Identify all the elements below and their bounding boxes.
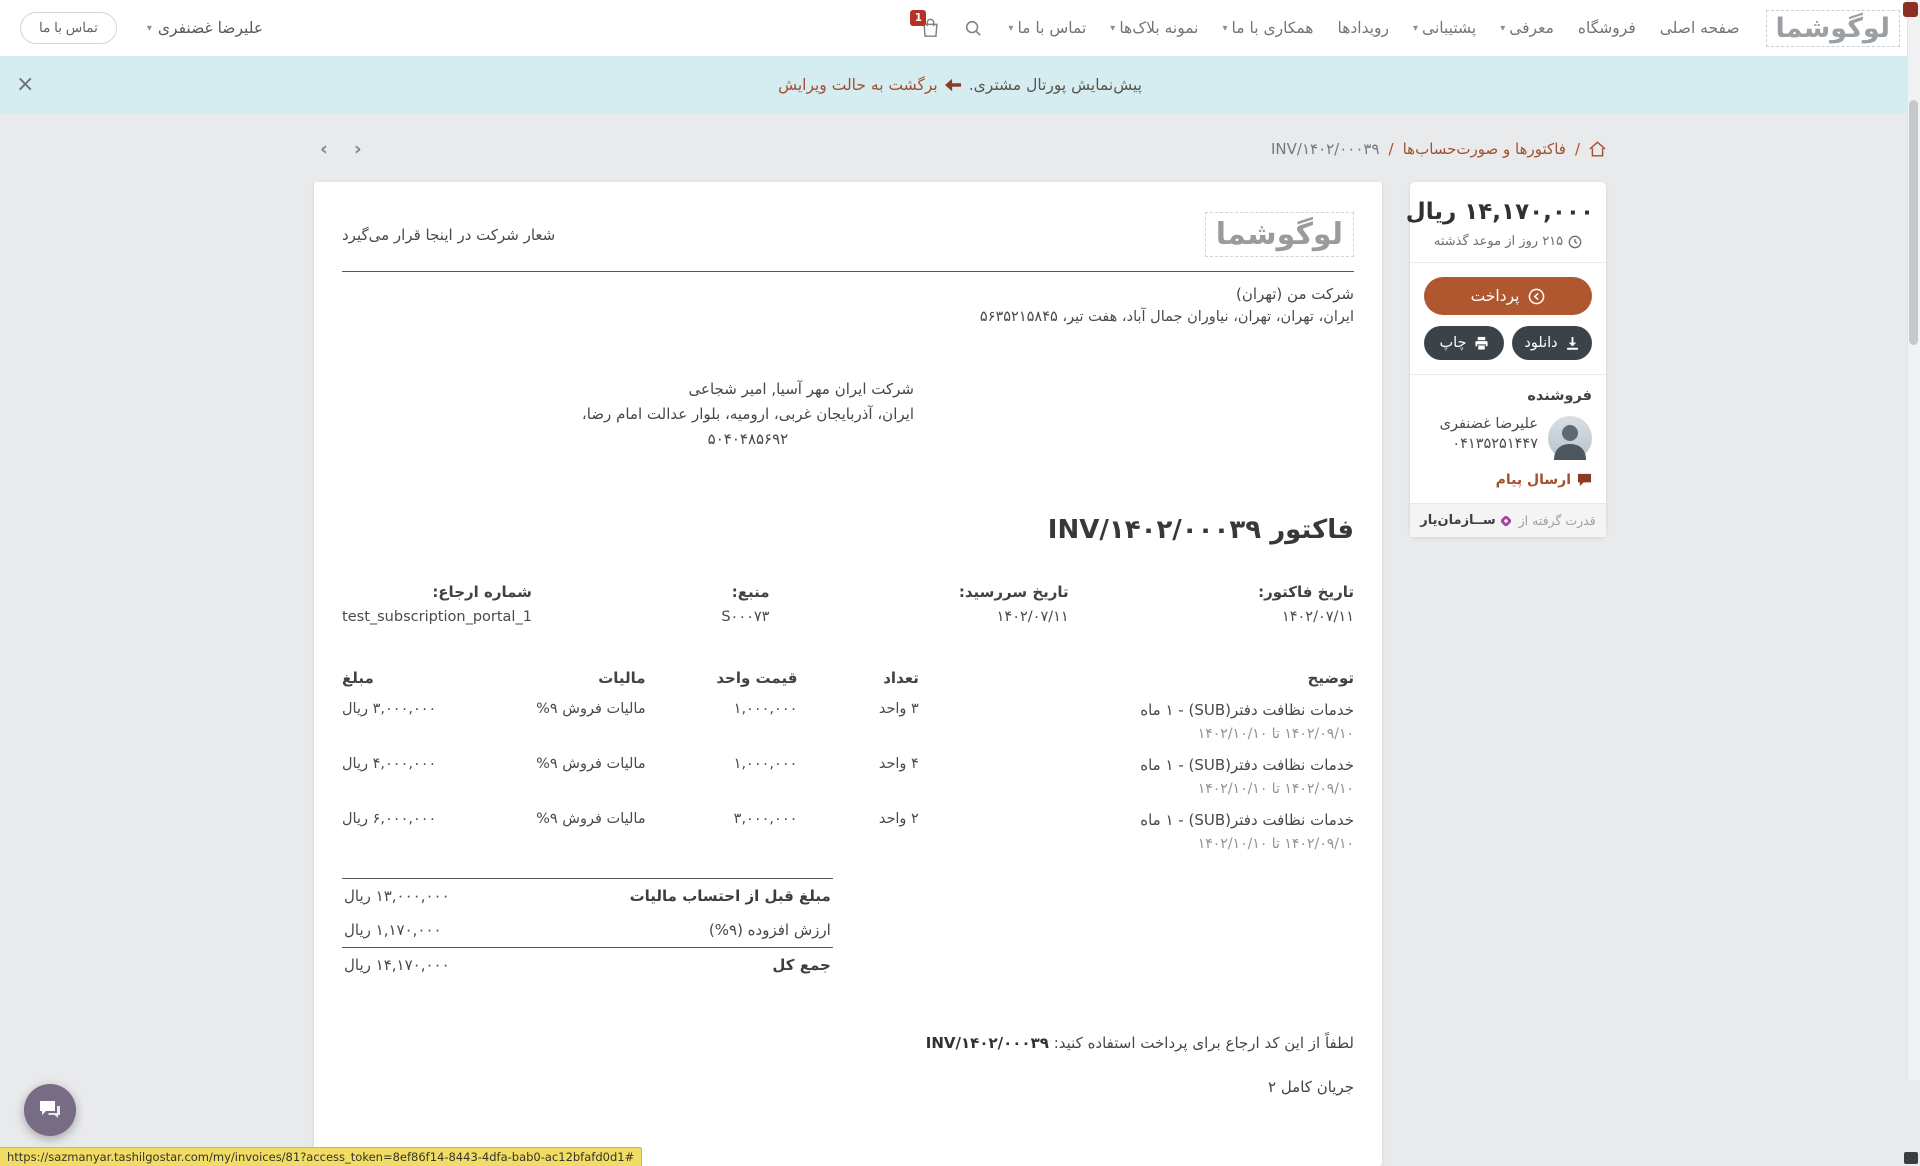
line-period: ۱۴۰۲/۰۹/۱۰ تا ۱۴۰۲/۱۰/۱۰ — [1197, 781, 1354, 798]
breadcrumb-separator: / — [1574, 140, 1580, 158]
line-tax: مالیات فروش ۹% — [536, 701, 646, 718]
powered-by — [1410, 503, 1606, 537]
line-unit-price: ۱,۰۰۰,۰۰۰ — [733, 756, 798, 773]
browser-status-url: https://sazmanyar.tashilgostar.com/my/invoices/81?access_token=8ef86f14-8443-4dfa-bab0-ac12bfafd0d1# — [0, 1147, 642, 1166]
meta-invoice-date: تاریخ فاکتور: ۱۴۰۲/۰۷/۱۱ — [1258, 583, 1354, 626]
seller-avatar — [1548, 416, 1592, 460]
download-button[interactable]: دانلود — [1512, 326, 1592, 360]
col-unit-price: قیمت واحد — [716, 669, 798, 688]
line-amount: ۶,۰۰۰,۰۰۰ ریال — [342, 811, 437, 828]
caret-down-icon: ▾ — [1008, 22, 1014, 34]
line-description: خدمات نظافت دفتر(SUB) - ۱ ماه — [1140, 756, 1354, 775]
next-record-button[interactable]: › — [353, 138, 362, 160]
caret-down-icon: ▾ — [1222, 22, 1228, 34]
user-menu[interactable] — [147, 19, 263, 37]
meta-due-date: تاریخ سررسید: ۱۴۰۲/۰۷/۱۱ — [958, 583, 1069, 626]
seller-section — [1410, 374, 1606, 503]
totals-section — [342, 878, 833, 982]
contact-us-button[interactable]: تماس با ما — [20, 12, 117, 44]
header-divider — [342, 271, 1354, 272]
vat-row: ارزش افزوده (۹%) ۱,۱۷۰,۰۰۰ ریال — [344, 921, 831, 940]
table-row — [342, 756, 1354, 811]
company-logo: لوگوشما — [1205, 212, 1354, 257]
caret-down-icon: ▾ — [1413, 22, 1419, 34]
chat-icon — [38, 1099, 62, 1121]
prev-record-button[interactable]: ‹ — [320, 138, 328, 160]
line-amount: ۴,۰۰۰,۰۰۰ ریال — [342, 756, 437, 773]
customer-address: ایران، آذربایجان غربی، ارومیه، بلوار عدالت امام رضا، — [581, 404, 914, 423]
site-logo[interactable]: لوگوشما — [1766, 10, 1901, 47]
nav-item-contact[interactable]: تماس با ما ▾ — [1008, 19, 1087, 37]
banner-message: پیش‌نمایش پورتال مشتری. — [968, 76, 1142, 94]
sazmanyar-logo-icon — [1499, 514, 1513, 528]
caret-down-icon: ▾ — [1110, 22, 1116, 34]
invoice-title: فاکتور INV/۱۴۰۲/۰۰۰۳۹ — [1047, 515, 1354, 546]
nav-item-shop[interactable]: فروشگاه — [1577, 19, 1636, 37]
breadcrumb-separator: / — [1388, 140, 1394, 158]
amount-due-section — [1405, 182, 1606, 262]
line-quantity: ۲ واحد — [878, 811, 919, 828]
company-slogan: شعار شرکت در اینجا قرار می‌گیرد — [342, 225, 556, 244]
person-silhouette-icon — [1548, 416, 1592, 460]
amount-due: ۱۴,۱۷۰,۰۰۰ ریال — [1405, 199, 1594, 225]
invoice-lines-table — [342, 669, 1354, 866]
breadcrumb — [1271, 140, 1606, 158]
debug-corner-toggle[interactable] — [1903, 2, 1918, 17]
corner-widget[interactable] — [1904, 1152, 1918, 1164]
line-quantity: ۴ واحد — [878, 756, 919, 773]
col-tax: مالیات — [598, 669, 646, 688]
customer-name: شرکت ایران مهر آسیا, امیر شجاعی — [688, 380, 914, 398]
overdue-status: ۲۱۵ روز از موعد گذشته — [1422, 234, 1594, 249]
print-button[interactable]: چاپ — [1424, 326, 1504, 360]
back-to-edit-link[interactable]: برگشت به حالت ویرایش — [778, 76, 961, 94]
table-row — [342, 701, 1354, 756]
breadcrumb-invoices-link[interactable]: فاکتورها و صورت‌حساب‌ها — [1402, 140, 1566, 158]
company-name: شرکت من (تهران) — [1236, 285, 1354, 303]
line-description: خدمات نظافت دفتر(SUB) - ۱ ماه — [1140, 811, 1354, 830]
top-navbar — [0, 0, 1920, 56]
caret-down-icon: ▾ — [1500, 22, 1506, 34]
home-icon[interactable] — [1589, 141, 1606, 157]
chat-bubble-icon — [1577, 473, 1592, 487]
seller-header: فروشنده — [1527, 388, 1592, 404]
printer-icon — [1474, 336, 1489, 351]
line-amount: ۳,۰۰۰,۰۰۰ ریال — [342, 701, 437, 718]
meta-reference: شماره ارجاع: test_subscription_portal_1 — [342, 583, 532, 626]
scrollbar-track[interactable] — [1907, 0, 1920, 1080]
line-period: ۱۴۰۲/۰۹/۱۰ تا ۱۴۰۲/۱۰/۱۰ — [1197, 726, 1354, 743]
breadcrumb-bar — [314, 130, 1606, 168]
user-name: علیرضا غضنفری — [157, 19, 264, 37]
table-header-row — [342, 669, 1354, 701]
invoice-header — [342, 212, 1354, 257]
nav-item-support[interactable]: پشتیبانی ▾ — [1413, 19, 1477, 37]
pay-button[interactable]: پرداخت — [1424, 277, 1592, 315]
line-unit-price: ۳,۰۰۰,۰۰۰ — [733, 811, 798, 828]
invoice-document — [314, 182, 1382, 1166]
payment-reference-note: لطفاً از این کد ارجاع برای پرداخت استفاده کنید: INV/۱۴۰۲/۰۰۰۳۹ — [925, 1034, 1354, 1053]
invoice-sidebar — [1405, 182, 1606, 537]
shopping-bag-icon[interactable] — [914, 12, 940, 38]
customer-block — [582, 377, 914, 451]
meta-source: منبع: S۰۰۰۷۳ — [721, 583, 770, 626]
page-background — [0, 114, 1920, 1166]
line-description: خدمات نظافت دفتر(SUB) - ۱ ماه — [1140, 701, 1354, 720]
line-unit-price: ۱,۰۰۰,۰۰۰ — [733, 701, 798, 718]
arrow-left-circle-icon — [1528, 288, 1545, 305]
line-period: ۱۴۰۲/۰۹/۱۰ تا ۱۴۰۲/۱۰/۱۰ — [1197, 836, 1354, 853]
invoice-meta — [342, 583, 1354, 625]
line-quantity: ۳ واحد — [878, 701, 919, 718]
arrow-left-icon — [945, 78, 961, 92]
untaxed-amount-row: مبلغ قبل از احتساب مالیات ۱۳,۰۰۰,۰۰۰ ریال — [342, 878, 833, 913]
powered-by-text: قدرت گرفته از — [1518, 513, 1596, 528]
seller-name: علیرضا غضنفری — [1439, 416, 1538, 432]
nav-item-events[interactable]: رویدادها — [1337, 19, 1390, 37]
line-tax: مالیات فروش ۹% — [536, 811, 646, 828]
sazmanyar-brand-link[interactable]: ســازمان‌یار — [1420, 513, 1512, 528]
col-amount: مبلغ — [342, 669, 374, 688]
breadcrumb-current: INV/۱۴۰۲/۰۰۰۳۹ — [1271, 140, 1380, 158]
seller-phone: ۰۴۱۳۵۲۵۱۴۴۷ — [1452, 436, 1538, 452]
flow-note: جریان کامل ۲ — [1267, 1078, 1354, 1097]
cart-count-badge: 1 — [910, 10, 926, 26]
send-message-link[interactable]: ارسال پیام — [1424, 472, 1592, 488]
nav-item-sample-blocks[interactable]: نمونه بلاک‌ها ▾ — [1110, 19, 1199, 37]
nav-menu — [1008, 19, 1739, 37]
record-pager — [314, 138, 368, 160]
clock-icon — [1568, 235, 1582, 249]
search-icon[interactable] — [964, 19, 982, 37]
nav-item-home[interactable]: صفحه اصلی — [1659, 19, 1740, 37]
col-quantity: تعداد — [883, 669, 919, 688]
close-icon[interactable]: × — [16, 72, 35, 97]
payment-reference-code: INV/۱۴۰۲/۰۰۰۳۹ — [925, 1034, 1049, 1053]
line-tax: مالیات فروش ۹% — [536, 756, 646, 773]
caret-down-icon: ▾ — [146, 22, 152, 34]
portal-preview-banner — [0, 56, 1920, 114]
download-icon — [1565, 336, 1580, 351]
nav-item-about[interactable]: معرفی ▾ — [1500, 19, 1554, 37]
livechat-button[interactable] — [24, 1084, 76, 1136]
grand-total-row: جمع کل ۱۴,۱۷۰,۰۰۰ ریال — [342, 947, 833, 982]
invoice-actions-section — [1410, 262, 1606, 374]
nav-item-cooperate[interactable]: همکاری با ما ▾ — [1222, 19, 1314, 37]
customer-phone: ۵۰۴۰۴۸۵۶۹۲ — [707, 429, 789, 448]
table-row — [342, 811, 1354, 866]
scrollbar-thumb[interactable] — [1909, 100, 1918, 345]
company-address: ایران، تهران، تهران، نیاوران جمال آباد، هفت تیر، ۵۶۳۵۲۱۵۸۴۵ — [979, 309, 1354, 325]
nav-icon-group — [914, 12, 982, 38]
col-description: توضیح — [1307, 669, 1354, 688]
